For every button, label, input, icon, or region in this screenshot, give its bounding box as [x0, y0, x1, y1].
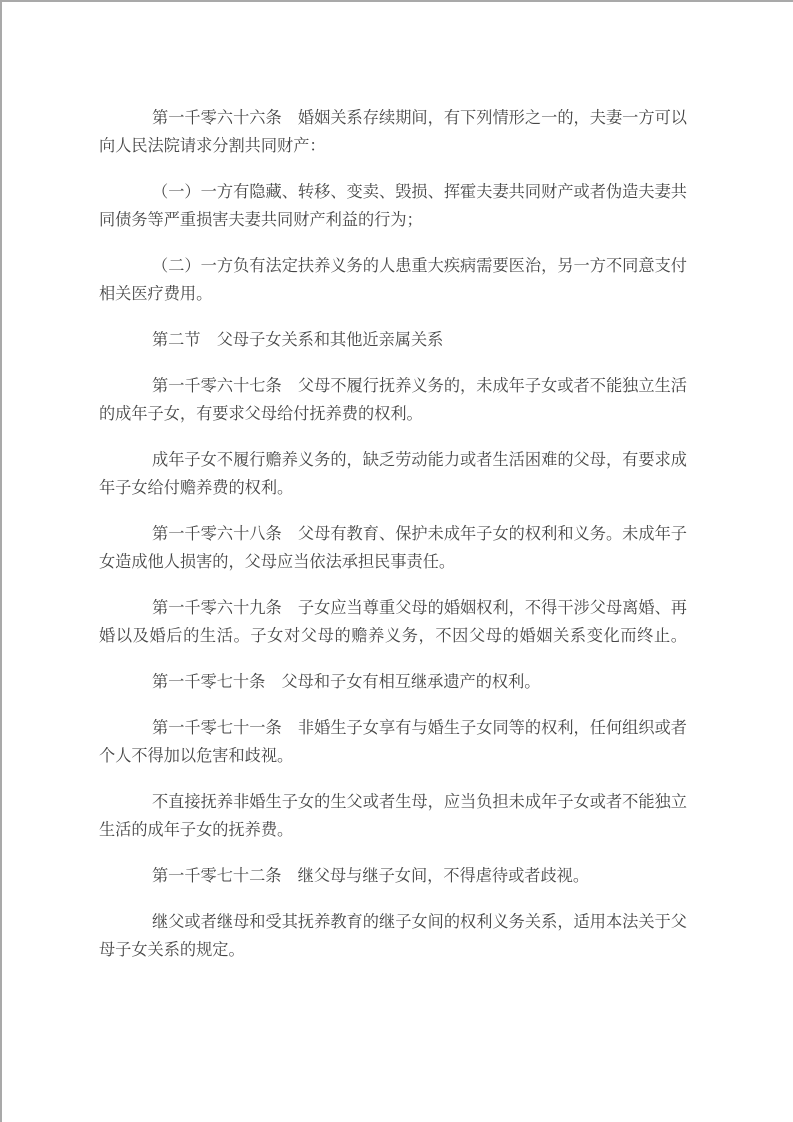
document-text-block	[2, 2, 687, 964]
text-line: （一）一方有隐藏、转移、变卖、毁损、挥霍夫妻共同财产或者伪造夫妻共	[152, 183, 687, 201]
text-line: 向人民法院请求分割共同财产：	[99, 137, 326, 155]
paragraph-article-1066	[99, 104, 687, 160]
section-heading-text: 第二节 父母子女关系和其他近亲属关系	[152, 331, 444, 349]
paragraph-article-1071-p1	[99, 714, 687, 770]
paragraph-article-1067-p2	[99, 446, 687, 502]
text-line: 的成年子女，有要求父母给付抚养费的权利。	[99, 405, 423, 423]
text-line: 母子女关系的规定。	[99, 941, 245, 959]
text-line: 第一千零六十七条 父母不履行抚养义务的，未成年子女或者不能独立生活	[152, 377, 687, 395]
text-line: 个人不得加以危害和歧视。	[99, 747, 294, 765]
text-line: 第一千零六十六条 婚姻关系存续期间，有下列情形之一的，夫妻一方可以	[152, 109, 687, 127]
paragraph-article-1068	[99, 520, 687, 576]
text-line: 成年子女不履行赡养义务的，缺乏劳动能力或者生活困难的父母，有要求成	[152, 451, 687, 469]
text-line: 女造成他人损害的，父母应当依法承担民事责任。	[99, 553, 456, 571]
text-line: 第一千零六十八条 父母有教育、保护未成年子女的权利和义务。未成年子	[152, 525, 687, 543]
text-line: 第一千零六十九条 子女应当尊重父母的婚姻权利，不得干涉父母离婚、再	[152, 599, 687, 617]
text-line: 生活的成年子女的抚养费。	[99, 821, 294, 839]
paragraph-article-1066-item-1	[99, 178, 687, 234]
text-line: 第一千零七十一条 非婚生子女享有与婚生子女同等的权利，任何组织或者	[152, 719, 687, 737]
paragraph-article-1067-p1	[99, 372, 687, 428]
text-line: 同债务等严重损害夫妻共同财产利益的行为；	[99, 211, 423, 229]
paragraph-article-1069	[99, 594, 687, 650]
paragraph-article-1071-p2	[99, 788, 687, 844]
paragraph-article-1066-item-2	[99, 252, 687, 308]
text-line: 第一千零七十条 父母和子女有相互继承遗产的权利。	[152, 673, 541, 691]
text-line: （二）一方负有法定扶养义务的人患重大疾病需要医治，另一方不同意支付	[152, 257, 687, 275]
paragraph-article-1072-p1	[99, 862, 687, 890]
section-heading	[99, 326, 687, 354]
text-line: 第一千零七十二条 继父母与继子女间，不得虐待或者歧视。	[152, 867, 590, 885]
text-line: 继父或者继母和受其抚养教育的继子女间的权利义务关系，适用本法关于父	[152, 913, 687, 931]
text-line: 相关医疗费用。	[99, 285, 213, 303]
text-line: 不直接抚养非婚生子女的生父或者生母，应当负担未成年子女或者不能独立	[152, 793, 687, 811]
paragraph-article-1070	[99, 668, 687, 696]
paragraph-article-1072-p2	[99, 908, 687, 964]
text-line: 婚以及婚后的生活。子女对父母的赡养义务，不因父母的婚姻关系变化而终止。	[99, 627, 687, 645]
text-line: 年子女给付赡养费的权利。	[99, 479, 294, 497]
